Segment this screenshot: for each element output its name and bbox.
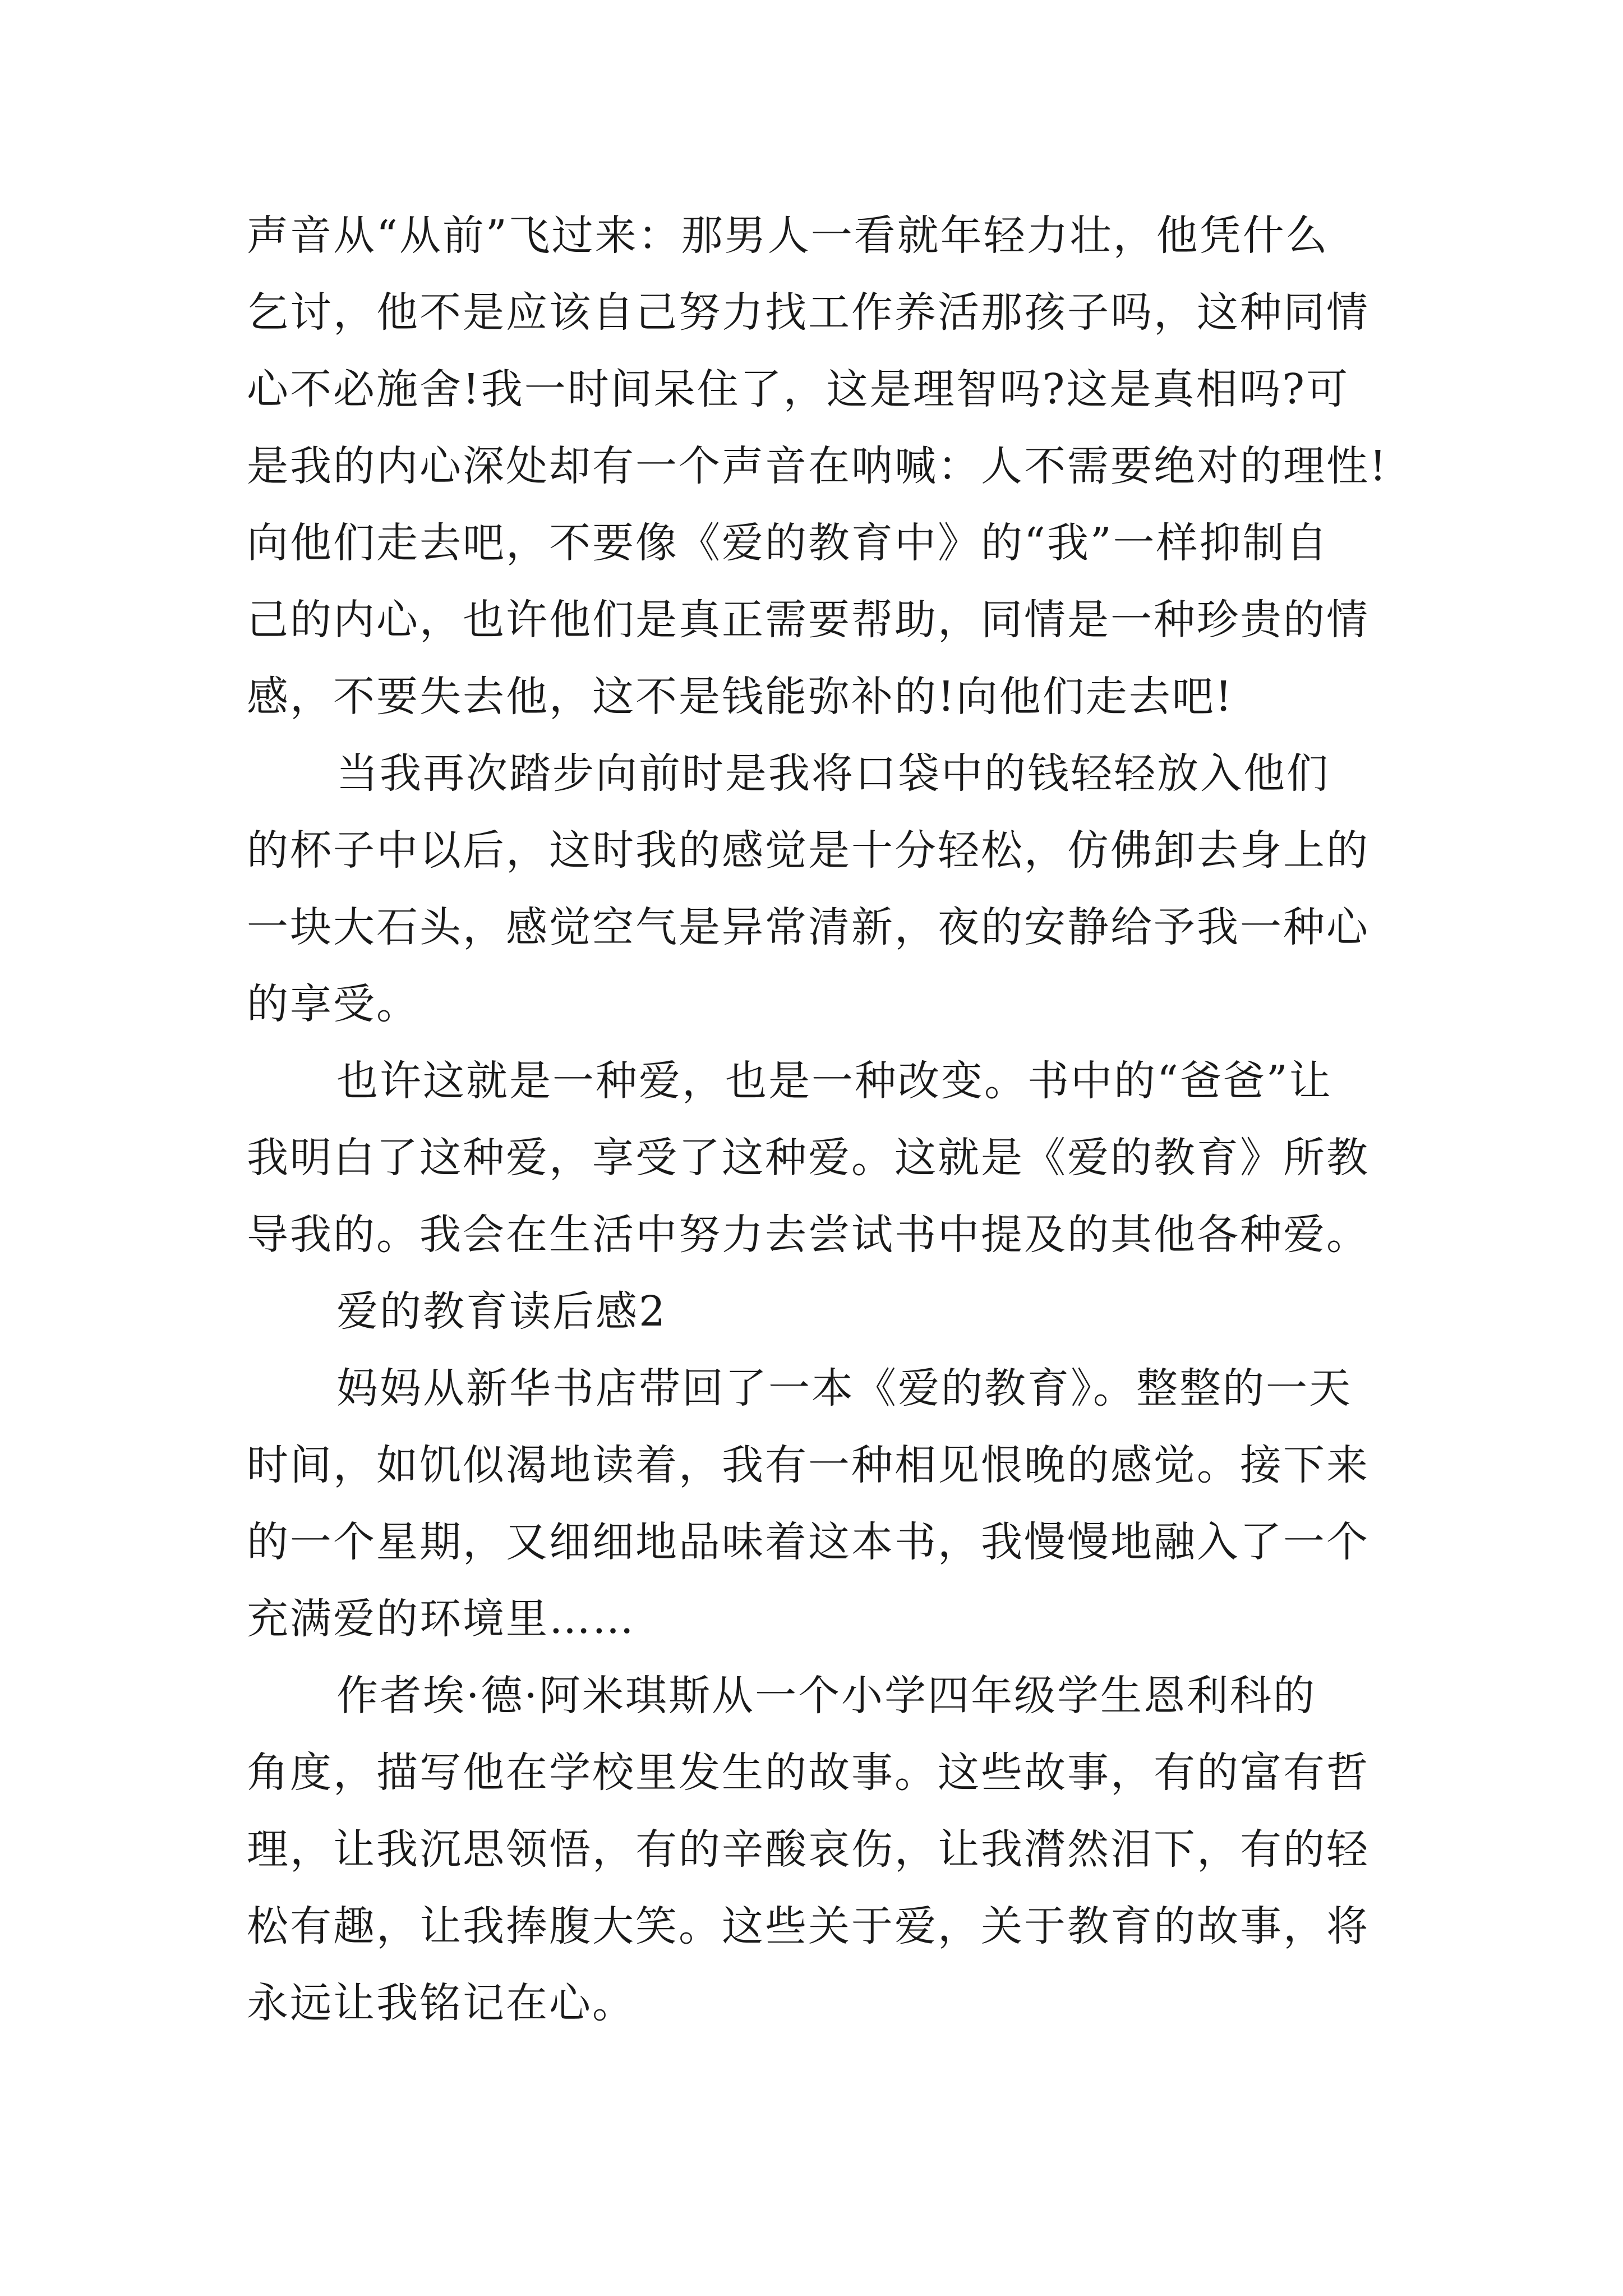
text-line: 理，让我沉思领悟，有的辛酸哀伤，让我潸然泪下，有的轻	[247, 1825, 1370, 1874]
text-line: 一块大石头，感觉空气是异常清新，夜的安静给予我一种心	[247, 903, 1370, 951]
text-line: 向他们走去吧，不要像《爱的教育中》的“我”一样抑制自	[247, 519, 1329, 567]
text-line: 角度，描写他在学校里发生的故事。这些故事，有的富有哲	[247, 1749, 1370, 1797]
text-line: 的杯子中以后，这时我的感觉是十分轻松，仿佛卸去身上的	[247, 826, 1370, 875]
text-line: 乞讨，他不是应该自己努力找工作养活那孩子吗，这种同情	[247, 288, 1370, 337]
text-line: 己的内心，也许他们是真正需要帮助，同情是一种珍贵的情	[247, 596, 1370, 644]
text-line: 时间，如饥似渴地读着，我有一种相见恨晚的感觉。接下来	[247, 1441, 1370, 1489]
section-title: 爱的教育读后感2	[336, 1287, 667, 1336]
paragraph-5	[247, 1658, 1419, 2042]
text-line: 声音从“从前”飞过来：那男人一看就年轻力壮，他凭什么	[247, 211, 1329, 260]
paragraph-4	[247, 1350, 1419, 1658]
text-line: 当我再次踏步向前时是我将口袋中的钱轻轻放入他们	[336, 749, 1330, 798]
paragraph-1	[247, 197, 1419, 735]
text-line: 充满爱的环境里……	[247, 1595, 635, 1643]
text-line: 感，不要失去他，这不是钱能弥补的!向他们走去吧!	[247, 673, 1234, 721]
text-line: 导我的。我会在生活中努力去尝试书中提及的其他各种爱。	[247, 1211, 1370, 1259]
text-line: 是我的内心深处却有一个声音在呐喊：人不需要绝对的理性!	[247, 442, 1388, 490]
text-line: 永远让我铭记在心。	[247, 1979, 635, 2027]
text-line: 心不必施舍!我一时间呆住了，这是理智吗?这是真相吗?可	[247, 365, 1350, 413]
text-line: 松有趣，让我捧腹大笑。这些关于爱，关于教育的故事，将	[247, 1902, 1370, 1950]
text-line: 的享受。	[247, 980, 419, 1028]
paragraph-3	[247, 1043, 1419, 1273]
text-line: 也许这就是一种爱，也是一种改变。书中的“爸爸”让	[336, 1057, 1332, 1105]
text-line: 作者埃·德·阿米琪斯从一个小学四年级学生恩利科的	[336, 1672, 1317, 1720]
text-line: 我明白了这种爱，享受了这种爱。这就是《爱的教育》所教	[247, 1134, 1370, 1182]
text-line: 妈妈从新华书店带回了一本《爱的教育》。整整的一天	[336, 1364, 1352, 1412]
paragraph-2	[247, 735, 1419, 1043]
document-body	[247, 197, 1419, 2042]
text-line: 的一个星期，又细细地品味着这本书，我慢慢地融入了一个	[247, 1518, 1370, 1566]
